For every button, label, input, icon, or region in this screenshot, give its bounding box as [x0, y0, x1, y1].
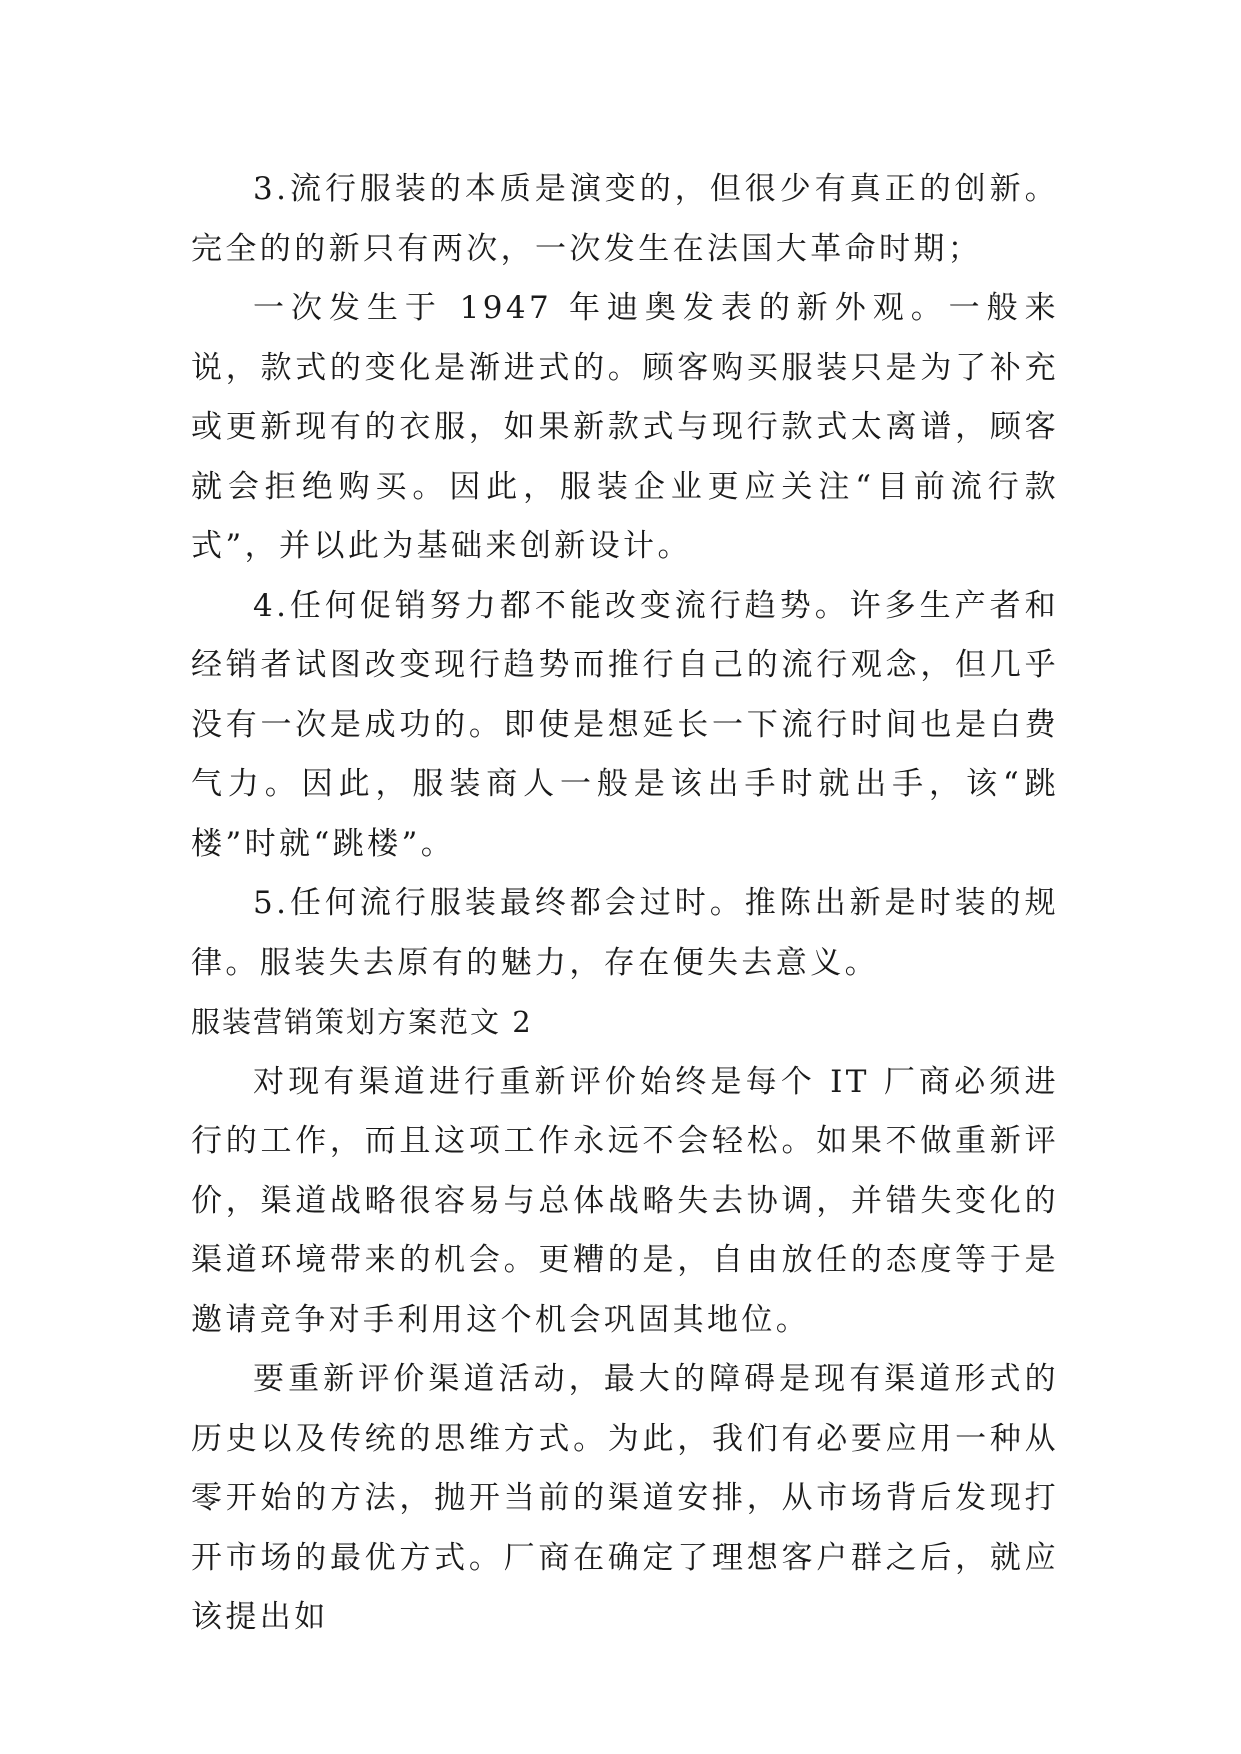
document-body — [191, 160, 1059, 1648]
section-heading: 服装营销策划方案范文 2 — [191, 1005, 533, 1039]
paragraph-obsolescence: 5.任何流行服装最终都会过时。推陈出新是时装的规律。服装失去原有的魅力，存在便失去意义。 — [191, 885, 1059, 981]
paragraph-channel-reevaluation: 对现有渠道进行重新评价始终是每个 IT 厂商必须进行的工作，而且这项工作永远不会轻松。如果不做重新评价，渠道战略很容易与总体战略失去协调，并错失变化的渠道环境带来的机会。更糟的是，自由放任的态度等于是邀请竞争对手利用这个机会巩固其地位。 — [191, 1063, 1059, 1338]
paragraph-fashion-evolution: 3.流行服装的本质是演变的，但很少有真正的创新。完全的的新只有两次，一次发生在法国大革命时期； — [191, 171, 1059, 267]
paragraph-promotion: 4.任何促销努力都不能改变流行趋势。许多生产者和经销者试图改变现行趋势而推行自己的流行观念，但几乎没有一次是成功的。即使是想延长一下流行时间也是白费气力。因此，服装商人一般是该出手时就出手，该“跳楼”时就“跳楼”。 — [191, 587, 1059, 862]
paragraph-zero-based-approach: 要重新评价渠道活动，最大的障碍是现有渠道形式的历史以及传统的思维方式。为此，我们有必要应用一种从零开始的方法，抛开当前的渠道安排，从市场背后发现打开市场的最优方式。厂商在确定了理想客户群之后，就应该提出如 — [191, 1361, 1059, 1635]
paragraph-new-look: 一次发生于 1947 年迪奥发表的新外观。一般来说，款式的变化是渐进式的。顾客购买服装只是为了补充或更新现有的衣服，如果新款式与现行款式太离谱，顾客就会拒绝购买。因此，服装企业更应关注“目前流行款式”，并以此为基础来创新设计。 — [191, 290, 1059, 564]
